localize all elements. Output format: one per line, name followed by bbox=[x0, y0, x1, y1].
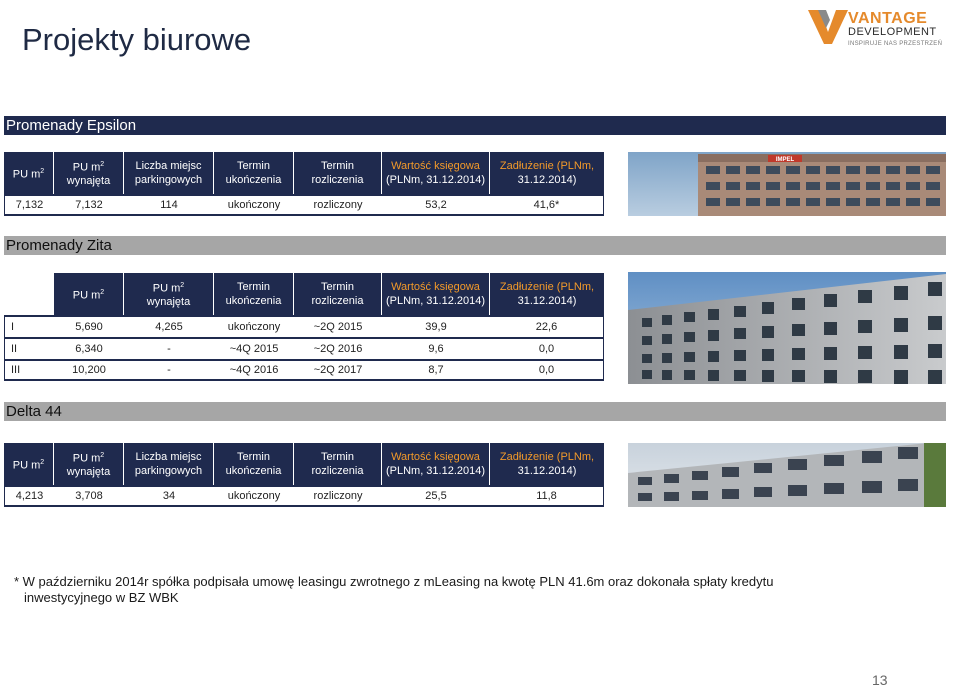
table-cell: 3,708 bbox=[54, 485, 124, 507]
table-cell: III bbox=[4, 359, 54, 381]
logo-tagline: INSPIRUJE NAS PRZESTRZEŃ bbox=[848, 41, 943, 47]
header-cell: Zadłużenie (PLNm, 31.12.2014) bbox=[490, 443, 604, 485]
table-delta bbox=[4, 443, 604, 507]
table-row bbox=[4, 315, 604, 337]
header-cell: Termin rozliczenia bbox=[294, 273, 382, 315]
table-cell: I bbox=[4, 315, 54, 337]
table-cell: 22,6 bbox=[490, 315, 604, 337]
footnote-line-2: inwestycyjnego w BZ WBK bbox=[24, 590, 179, 605]
table-cell: 6,340 bbox=[54, 337, 124, 359]
table-cell: 41,6* bbox=[490, 194, 604, 216]
table-cell: ~2Q 2016 bbox=[294, 337, 382, 359]
vantage-logo bbox=[808, 6, 958, 52]
header-cell: Termin ukończenia bbox=[214, 443, 294, 485]
svg-text:IMPEL: IMPEL bbox=[775, 157, 795, 163]
table-zita bbox=[4, 273, 604, 381]
table-cell: ukończony bbox=[214, 194, 294, 216]
table-cell: 34 bbox=[124, 485, 214, 507]
table-cell: II bbox=[4, 337, 54, 359]
header-cell: Termin rozliczenia bbox=[294, 443, 382, 485]
photo-epsilon-building bbox=[628, 152, 946, 216]
header-cell: Wartość księgowa (PLNm, 31.12.2014) bbox=[382, 273, 490, 315]
table-cell: 0,0 bbox=[490, 337, 604, 359]
table-epsilon bbox=[4, 152, 604, 216]
table-cell: 0,0 bbox=[490, 359, 604, 381]
table-row bbox=[4, 337, 604, 359]
table-header-row bbox=[4, 152, 604, 194]
vantage-logo-mark-icon bbox=[808, 6, 848, 46]
header-cell: Termin ukończenia bbox=[214, 152, 294, 194]
header-cell: PU $m^2$ wynajęta bbox=[124, 273, 214, 315]
table-cell: - bbox=[124, 337, 214, 359]
photo-zita-building bbox=[628, 272, 946, 384]
logo-sub-text: DEVELOPMENT bbox=[848, 26, 937, 38]
header-cell: Zadłużenie (PLNm, 31.12.2014) bbox=[490, 273, 604, 315]
table-cell: 5,690 bbox=[54, 315, 124, 337]
table-cell: 39,9 bbox=[382, 315, 490, 337]
table-cell: 11,8 bbox=[490, 485, 604, 507]
section-title-epsilon: Promenady Epsilon bbox=[6, 117, 137, 134]
header-cell: PU $m^2$ bbox=[54, 273, 124, 315]
table-row bbox=[4, 359, 604, 381]
table-cell: ~2Q 2017 bbox=[294, 359, 382, 381]
header-cell: PU $m^2$ bbox=[4, 152, 54, 194]
header-cell: Wartość księgowa (PLNm, 31.12.2014) bbox=[382, 443, 490, 485]
logo-main-text: VANTAGE bbox=[848, 10, 928, 27]
table-cell: 4,213 bbox=[4, 485, 54, 507]
section-title-zita: Promenady Zita bbox=[6, 237, 112, 254]
page-number: 13 bbox=[872, 672, 888, 688]
table-row bbox=[4, 194, 604, 216]
footnote-line-1: * W październiku 2014r spółka podpisała umowę leasingu zwrotnego z mLeasing na kwotę PLN 41.6m oraz dokonała spłaty kredytu bbox=[14, 574, 774, 589]
table-cell: ~2Q 2015 bbox=[294, 315, 382, 337]
table-cell: ukończony bbox=[214, 485, 294, 507]
header-cell: Termin rozliczenia bbox=[294, 152, 382, 194]
table-cell: ~4Q 2015 bbox=[214, 337, 294, 359]
table-cell: 114 bbox=[124, 194, 214, 216]
header-cell: Liczba miejsc parkingowych bbox=[124, 152, 214, 194]
table-cell: 25,5 bbox=[382, 485, 490, 507]
header-cell: PU $m^2$ bbox=[4, 443, 54, 485]
footnote bbox=[14, 574, 794, 606]
table-cell: 10,200 bbox=[54, 359, 124, 381]
table-row bbox=[4, 485, 604, 507]
page-title: Projekty biurowe bbox=[22, 22, 252, 57]
table-cell: rozliczony bbox=[294, 485, 382, 507]
table-cell: 9,6 bbox=[382, 337, 490, 359]
section-bar-epsilon bbox=[4, 116, 946, 135]
section-bar-delta bbox=[4, 402, 946, 421]
header-cell: PU $m^2$ wynajęta bbox=[54, 152, 124, 194]
table-cell: ~4Q 2016 bbox=[214, 359, 294, 381]
header-cell: Liczba miejsc parkingowych bbox=[124, 443, 214, 485]
table-cell: rozliczony bbox=[294, 194, 382, 216]
header-cell bbox=[4, 273, 54, 315]
header-cell: Zadłużenie (PLNm, 31.12.2014) bbox=[490, 152, 604, 194]
section-bar-zita bbox=[4, 236, 946, 255]
table-cell: ukończony bbox=[214, 315, 294, 337]
photo-delta-building bbox=[628, 443, 946, 507]
table-cell: - bbox=[124, 359, 214, 381]
table-cell: 7,132 bbox=[4, 194, 54, 216]
table-cell: 8,7 bbox=[382, 359, 490, 381]
header-cell: PU $m^2$ wynajęta bbox=[54, 443, 124, 485]
header-cell: Wartość księgowa (PLNm, 31.12.2014) bbox=[382, 152, 490, 194]
table-header-row bbox=[4, 443, 604, 485]
table-cell: 7,132 bbox=[54, 194, 124, 216]
table-cell: 4,265 bbox=[124, 315, 214, 337]
table-header-row bbox=[4, 273, 604, 315]
table-cell: 53,2 bbox=[382, 194, 490, 216]
header-cell: Termin ukończenia bbox=[214, 273, 294, 315]
section-title-delta: Delta 44 bbox=[6, 403, 62, 420]
